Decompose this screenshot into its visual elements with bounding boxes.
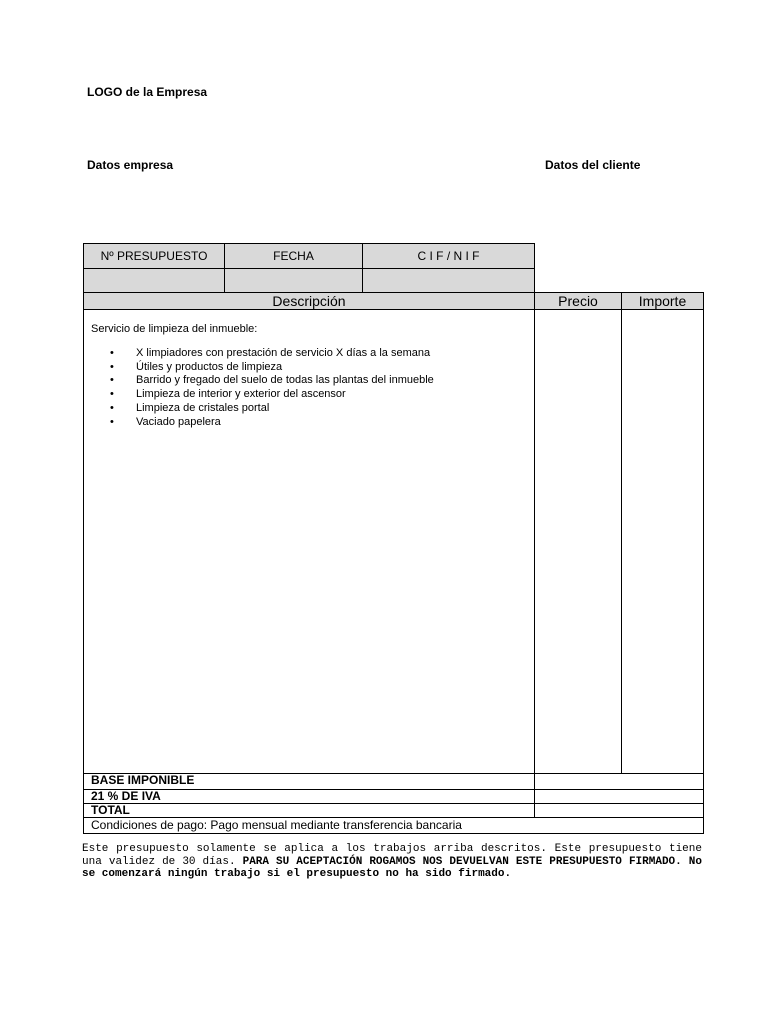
company-logo-placeholder: LOGO de la Empresa — [87, 85, 208, 99]
company-data-label: Datos empresa — [87, 158, 174, 172]
iva-label: 21 % DE IVA — [91, 789, 161, 803]
service-items-list — [110, 347, 434, 429]
info-value-cif — [363, 269, 534, 293]
list-item: • Limpieza de interior y exterior del ascensor — [110, 388, 346, 401]
bullet: • — [110, 401, 114, 414]
total-label: TOTAL — [91, 803, 130, 817]
info-col-cif: C I F / N I F — [363, 244, 534, 268]
info-col-presupuesto: Nº PRESUPUESTO — [84, 244, 224, 268]
col-descripcion: Descripción — [84, 293, 534, 309]
footer-bold-text: PARA SU ACEPTACIÓN ROGAMOS NOS DEVUELVAN ESTE PRESUPUESTO FIRMADO. No se comenzará ningún trabajo si el presupuesto no ha sido firmado. — [82, 855, 702, 880]
list-item: • X limpiadores con prestación de servicio X días a la semana — [110, 347, 431, 359]
bullet: • — [110, 347, 114, 359]
footer-note — [82, 843, 702, 881]
service-intro: Servicio de limpieza del inmueble: — [91, 323, 258, 335]
bullet: • — [110, 360, 114, 373]
info-value-fecha — [225, 269, 362, 293]
list-item: • Vaciado papelera — [110, 415, 221, 428]
footer-normal-text: Este presupuesto solamente se aplica a los trabajos arriba descritos. Este presupuesto tiene una validez de 30 días. — [82, 843, 702, 868]
info-col-fecha: FECHA — [225, 244, 362, 268]
info-table — [83, 243, 535, 294]
info-value-presupuesto — [84, 269, 224, 293]
base-imponible-label: BASE IMPONIBLE — [91, 773, 195, 787]
col-precio: Precio — [535, 293, 621, 309]
payment-conditions: Condiciones de pago: Pago mensual mediante transferencia bancaria — [91, 818, 462, 832]
bullet: • — [110, 415, 114, 428]
list-item: • Barrido y fregado del suelo de todas las plantas del inmueble — [110, 374, 434, 387]
list-item: • Limpieza de cristales portal — [110, 401, 270, 414]
list-item: • Útiles y productos de limpieza — [110, 360, 283, 373]
bullet: • — [110, 388, 114, 401]
client-data-label: Datos del cliente — [545, 158, 641, 172]
bullet: • — [110, 374, 114, 387]
col-importe: Importe — [622, 293, 703, 309]
